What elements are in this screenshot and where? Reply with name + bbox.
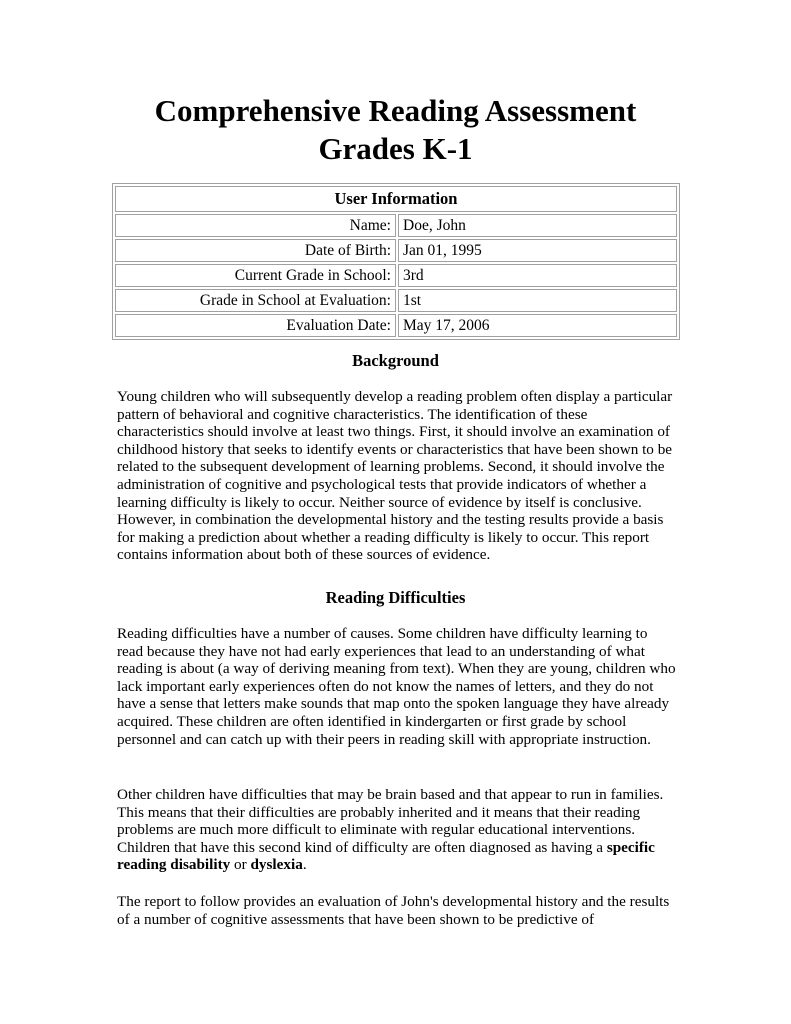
paragraph-text: or [230,856,251,874]
specific-reading-disability-term: specific reading disability [117,838,655,874]
date-of-birth-value: Jan 01, 1995 [398,239,677,262]
name-label: Name: [115,214,396,237]
grade-at-evaluation-value: 1st [398,289,677,312]
paragraph-text: Other children have difficulties that may be brain based and that appear to run in families. This means that their difficulties are probably inherited and it means that their reading problems are much more difficult to eliminate with regular educational interventions. Children that have this second kind of difficulty are often diagnosed as having a [117,786,664,856]
name-value: Doe, John [398,214,677,237]
user-information-caption: User Information [115,186,677,212]
current-grade-label: Current Grade in School: [115,264,396,287]
evaluation-date-value: May 17, 2006 [398,314,677,337]
current-grade-value: 3rd [398,264,677,287]
reading-difficulties-paragraph-1: Reading difficulties have a number of causes. Some children have difficulty learning to read because they have not had early experiences that lead to an understanding of what reading is about (a way of deriving meaning from text). When they are young, children who lack important early experiences often do not know the names of letters, and they do not have a sense that letters make sounds that map onto the spoken language they have already acquired. These children are often identified in kindergarten or first grade by school personnel and can catch up with their peers in reading skill with appropriate instruction. [117,625,676,748]
evaluation-date-label: Evaluation Date: [115,314,396,337]
page-title-line1: Comprehensive Reading Assessment [154,93,637,128]
dyslexia-term: dyslexia [250,856,303,874]
page-title [0,92,791,168]
page-title-line2: Grades K-1 [318,131,473,166]
table-row [115,289,677,312]
background-heading: Background [352,351,439,370]
date-of-birth-label: Date of Birth: [115,239,396,262]
reading-difficulties-paragraph-3: The report to follow provides an evaluation of John's developmental history and the results of a number of cognitive assessments that have been shown to be predictive of [117,893,670,928]
table-row [115,314,677,337]
grade-at-evaluation-label: Grade in School at Evaluation: [115,289,396,312]
table-row [115,214,677,237]
user-information-table [112,183,680,340]
table-row [115,239,677,262]
reading-difficulties-paragraph-2 [117,786,677,874]
reading-difficulties-heading: Reading Difficulties [325,588,466,607]
background-paragraph: Young children who will subsequently develop a reading problem often display a particular pattern of behavioral and cognitive characteristics. The identification of these characteristics should involve at least two things. First, it should involve an examination of childhood history that seeks to identify events or characteristics that have been shown to be related to the subsequent development of learning problems. Second, it should involve the administration of cognitive and psychological tests that provide indicators of whether a learning difficulty is likely to occur. Neither source of evidence by itself is conclusive. However, in combination the developmental history and the testing results provide a basis for making a prediction about whether a reading difficulty is likely to occur. This report contains information about both of these sources of evidence. [117,388,673,564]
paragraph-text: . [302,856,307,874]
table-row [115,264,677,287]
